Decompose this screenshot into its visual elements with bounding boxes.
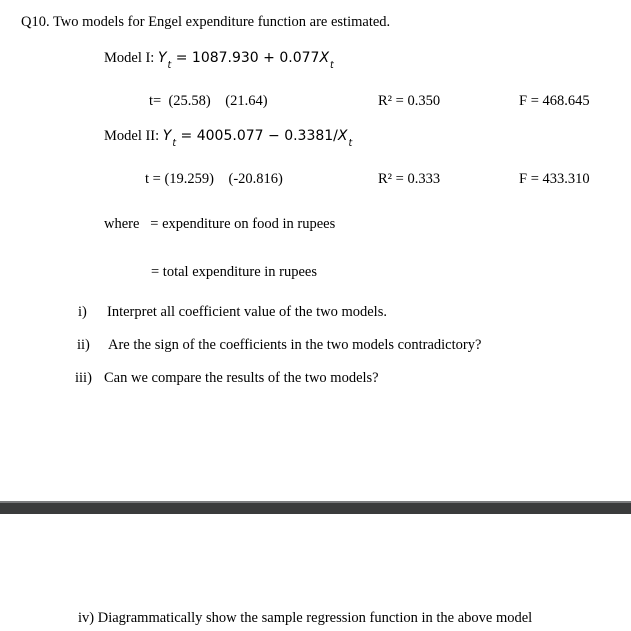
page-divider [0,503,631,514]
model1-equals: = [171,50,192,66]
question-ii-text: Are the sign of the coefficients in the two models contradictory? [108,337,482,353]
model2-x-subscript: t [348,138,353,149]
question-iii-text: Can we compare the results of the two models? [104,370,379,386]
model2-y-subscript: t [172,138,177,149]
model1-x-subscript: t [330,60,334,71]
model2-slope: 0.3381/ [284,128,338,144]
question-i-number: i) [78,304,87,320]
question-ii-number: ii) [77,337,90,353]
model2-equation [104,128,353,149]
model1-y-subscript: t [167,60,172,71]
question-i-text: Interpret all coefficient value of the two models. [107,304,387,320]
model2-y: Y [162,128,172,144]
total-line: = total expenditure in rupees [151,264,318,280]
model1-t-stats: t= (25.58) (21.64) [149,93,268,109]
model1-label: Model I: [104,50,158,66]
model2-x: X [337,128,348,144]
question-iv-text: iv) Diagrammatically show the sample regression function in the above model [78,610,533,626]
model2-equals: = [176,128,197,144]
model2-r-squared: R² = 0.333 [378,171,441,187]
model1-slope: 0.077 [279,50,320,66]
model1-f-stat: F = 468.645 [519,93,590,109]
model1-r-squared: R² = 0.350 [378,93,441,109]
question-heading: Q10. Two models for Engel expenditure function are estimated. [21,14,391,30]
model1-x: X [319,50,330,66]
model2-label: Model II: [104,128,163,144]
where-line: where = expenditure on food in rupees [104,216,336,232]
model2-intercept: 4005.077 [196,128,264,144]
model1-equation [104,50,334,71]
question-iii-number: iii) [75,370,92,386]
model1-y: Y [157,50,167,66]
model2-t-stats: t = (19.259) (-20.816) [145,171,283,187]
model2-f-stat: F = 433.310 [519,171,590,187]
model2-minus: − [263,128,285,144]
model1-plus: + [258,50,280,66]
model1-intercept: 1087.930 [191,50,259,66]
